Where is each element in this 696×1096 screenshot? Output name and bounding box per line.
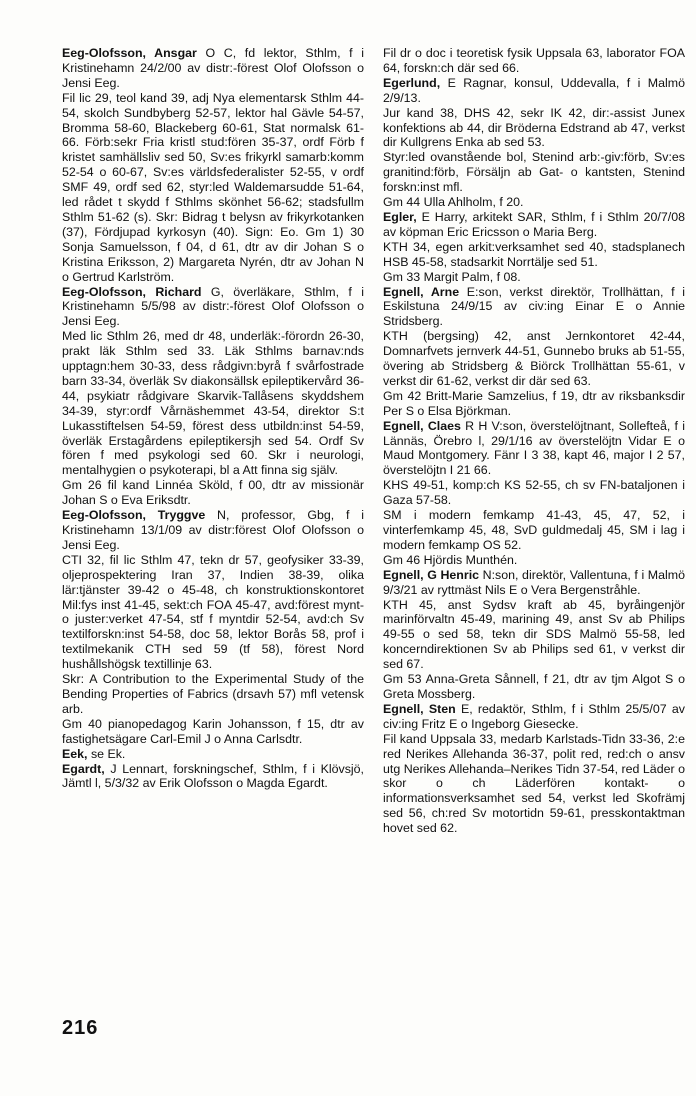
entry-egler [383,210,685,285]
entry-text: Fil dr o doc i teoretisk fysik Uppsala 63, laborator FOA 64, forskn:ch där sed 66. [383,46,685,75]
entry-text: se Ek. [87,746,126,761]
entry-paragraph: CTI 32, fil lic Sthlm 47, tekn dr 57, geofysiker 33-39, oljeprospektering Iran 37, Indien 38-39, olika lär:tjänster 39-42 o 45-48, ch konstruktionskontoret Mil:fys inst 41-45, sekt:ch FOA 45-47, avd:förest mynt- o juster:verket 47-54, stf f myntdir 52-54, avd:ch Sv textilforskn:inst 54-58, doc 58, lektor Borås 58, prof i textilmekanik CTH sed 59 (tf 58), förest Nord hushållshögsk textillinje 63. [62,552,364,672]
entry-egardt-continued [383,46,685,76]
entry-text: N, professor, Gbg, f i Kristinehamn 13/1/09 av distr:förest Olof Olofsson o Jensi Eeg. [62,508,364,552]
entry-text: O C, fd lektor, Sthlm, f i Kristinehamn 24/2/00 av distr:-förest Olof Olofsson o Jensi Eeg. [62,46,364,90]
entry-paragraph: SM i modern femkamp 41-43, 45, 47, 52, i vinterfemkamp 45, 48, SvD guldmedalj 45, SM i lag i modern femkamp OS 52. [383,508,685,552]
entry-text: N:son, direktör, Vallentuna, f i Malmö 9/3/21 av ryttmäst Nils E o Vera Bergenstråhle. [383,567,685,597]
entry-eeg-olofsson-ansgar [62,46,364,285]
entry-head: Eeg-Olofsson, Ansgar [62,46,197,60]
entry-head: Egardt, [62,761,105,776]
entry-paragraph: Gm 44 Ulla Ahlholm, f 20. [383,195,524,210]
entry-text: J Lennart, forskningschef, Sthlm, f i Klövsjö, Jämtl l, 5/3/32 av Erik Olofsson o Magda Egardt. [62,761,364,791]
entry-paragraph: Gm 42 Britt-Marie Samzelius, f 19, dtr av riksbanksdir Per S o Elsa Björkman. [383,388,685,418]
right-column [383,46,685,836]
entry-head: Egerlund, [383,75,441,90]
entry-paragraph: KHS 49-51, komp:ch KS 52-55, ch sv FN-bataljonen i Gaza 57-58. [383,478,685,508]
entry-head: Egler, [383,209,417,224]
left-column [62,46,364,791]
entry-paragraph: Fil kand Uppsala 33, medarb Karlstads-Tidn 33-36, 2:e red Nerikes Allehanda 36-37, polit red, red:ch o ansv utg Nerikes Allehanda–Nerikes Tidn 37-54, red Läder o skor o ch Läderfören kontakt- o informationsverksamhet sed 54, verkst led Skofrämj sed 56, ch:red Sv motortidn 59-61, presskontaktman hovet sed 62. [383,731,685,836]
entry-head: Egnell, G Henric [383,567,480,582]
entry-text: G, överläkare, Sthlm, f i Kristinehamn 5/5/98 av distr:-förest Olof Olofsson o Jensi Eeg. [62,284,364,329]
entry-eeg-olofsson-tryggve [62,508,364,747]
entry-paragraph: Fil lic 29, teol kand 39, adj Nya elementarsk Sthlm 44-54, skolch Sundbyberg 52-57, lektor hal Gävle 54-57, Bromma 58-60, Blackeberg 60-61, Stat normalsk 61-66. Förb:sekr Fria kristl stud:fören 35-37, ordf Förb f kristet samhällsliv sed 50, Sv:es frikyrkl samarb:komm 52-54 o 60-67, Sv:es världsfederalister 52-55, v ordf SMF 49, ordf sed 62, styr:led Waldemarsudde 51-64, led rådet t skydd f Sthlms skönhet 56-62; stadsfullm Sthlm 51-62 (s). Skr: Bidrag t belysn av frikyrkotanken (37), Fördjupad kyrkosyn (40). Sign: Eo. Gm 1) 30 Sonja Samuelsson, f 04, d 61, dtr av dir Johan S o Kristina Eriksson, 2) Margareta Nyrén, dtr av Johan N o Gertrud Karlström. [62,90,364,284]
entry-paragraph: Med lic Sthlm 26, med dr 48, underläk:-förordn 26-30, prakt läk Sthlm sed 33. Läk Sthlms barnav:nds upptagn:hem 30-33, dess rådgivn:byrå f svårfostrade barn 33-34, överläk Sv diakonsällsk epileptikervård 36-44, psykiatr rådgivare Skarvik-Tallåsens skyddshem 34-39, styr:ordf Vårnäshemmet 43-54, direktor S:t Lukasstiftelsen 54-59, förest dess utbildn:inst 54-59, överläk Erstagårdens epileptikersjh sed 54. Ordf Sv fören f med psykologi sed 60. Skr i neurologi, mentalhygien o psykoterapi, bl a Att finna sig själv. [62,329,364,478]
entry-text: E Ragnar, konsul, Uddevalla, f i Malmö 2/9/13. [383,75,685,105]
entry-egerlund [383,76,685,210]
entry-egnell-henric [383,568,685,702]
entry-paragraph: Styr:led ovanstående bol, Stenind arb:-giv:förb, Sv:es granitind:förb, Försäljn ab Gat- o kantsten, Stenind forskn:inst mfl. [383,150,685,195]
entry-head: Eek, [62,746,88,761]
entry-paragraph: Jur kand 38, DHS 42, sekr IK 42, dir:-assist Junex konfektions ab 44, dir Bröderna Edstrand ab 47, verkst dir Kullgrens Enka ab sed 53. [383,105,685,150]
entry-egnell-claes [383,419,685,568]
entry-text: R H V:son, överstelöjtnant, Sollefteå, f i Lännäs, Örebro l, 29/1/16 av överstelöjtn Vidar E o Maud Montgomery. Fänr I 3 38, kapt 46, major I 2 57, överstelöjtn I 21 66. [383,418,685,478]
entry-head: Egnell, Claes [383,418,461,433]
entry-paragraph: Gm 53 Anna-Greta Sånnell, f 21, dtr av tjm Algot S o Greta Mossberg. [383,672,685,701]
entry-text: E, redaktör, Sthlm, f i Sthlm 25/5/07 av civ:ing Fritz E o Ingeborg Giesecke. [383,701,685,731]
entry-head: Egnell, Arne [383,284,460,299]
entry-paragraph: Gm 33 Margit Palm, f 08. [383,269,521,284]
entry-eek [62,747,364,762]
entry-egnell-arne [383,285,685,419]
entry-head: Eeg-Olofsson, Tryggve [62,508,206,523]
page-number: 216 [62,1017,99,1039]
entry-paragraph: Gm 26 fil kand Linnéa Sköld, f 00, dtr av missionär Johan S o Eva Eriksdtr. [62,478,364,508]
entry-paragraph: KTH 45, anst Sydsv kraft ab 45, byråingenjör marinförvaltn 45-49, marining 49, anst Sv ab Philips 49-55 o sed 58, tekn dir SDS Malmö 55-58, led koncerndirektionen Sv ab Philips sed 61, v verkst dir sed 67. [383,597,685,672]
entry-paragraph: Gm 40 pianopedagog Karin Johansson, f 15, dtr av fastighetsägare Carl-Emil J o Anna Carlsdtr. [62,716,364,746]
entry-eeg-olofsson-richard [62,285,364,509]
entry-head: Egnell, Sten [383,701,456,716]
entry-head: Eeg-Olofsson, Richard [62,284,202,299]
entry-egardt [62,762,364,792]
entry-paragraph: KTH (bergsing) 42, anst Jernkontoret 42-44, Domnarfvets jernverk 44-51, Gunnebo bruks ab 51-55, övering ab Stridsberg & Biörck Trollhättan 55-61, v verkst dir 61-62, verkst dir där sed 63. [383,329,685,388]
entry-paragraph: KTH 34, egen arkit:verksamhet sed 40, stadsplanech HSB 45-58, stadsarkit Norrtälje sed 51. [383,239,685,269]
entry-text: E:son, verkst direktör, Trollhättan, f i Eskilstuna 24/9/15 av civ:ing Einar E o Annie Stridsberg. [383,284,685,329]
entry-egnell-sten [383,702,685,836]
entry-paragraph: Gm 46 Hjördis Munthén. [383,552,518,567]
entry-paragraph: Skr: A Contribution to the Experimental Study of the Bending Properties of Fabrics (drsavh 57) mfl vetensk arb. [62,672,364,716]
entry-text: E Harry, arkitekt SAR, Sthlm, f i Sthlm 20/7/08 av köpman Eric Ericsson o Maria Berg. [383,209,685,239]
